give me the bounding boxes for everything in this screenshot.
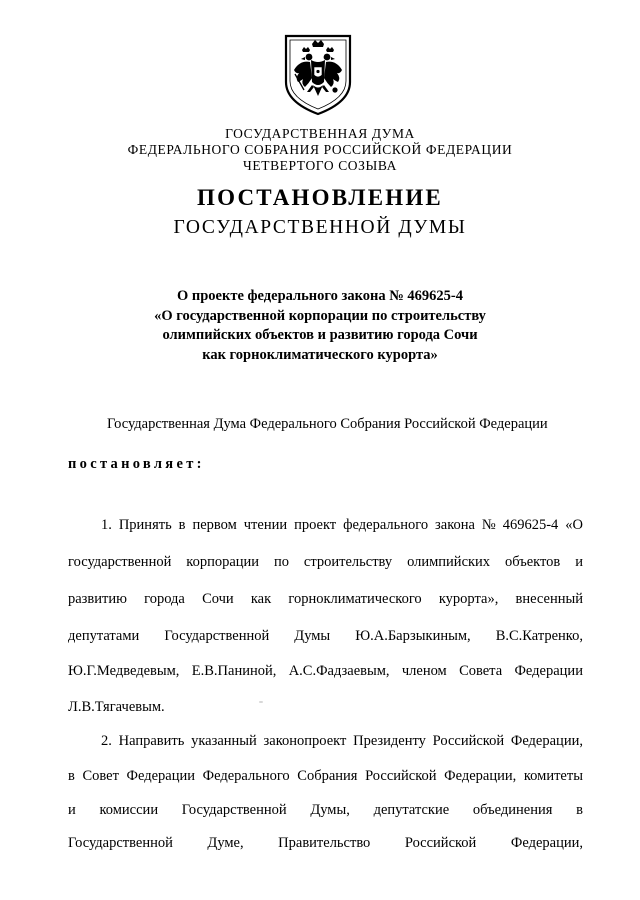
word: Л.В.Тягачевым. [68, 699, 165, 715]
word: депутатские [373, 802, 450, 818]
word: горноклиматического [288, 591, 422, 607]
word: Президенту [353, 733, 426, 749]
preamble-text: Государственная Дума Федерального Собрания Российской Федерации [107, 416, 548, 432]
word: закона [435, 517, 475, 533]
word: Федерального [202, 768, 290, 784]
word: строительству [303, 554, 393, 570]
word: курорта», [438, 591, 499, 607]
word: комитеты [523, 768, 583, 784]
word: депутатами [68, 628, 140, 644]
document-issuer-title: ГОСУДАРСТВЕННОЙ ДУМЫ [173, 217, 467, 238]
document-type-title: ПОСТАНОВЛЕНИЕ [197, 185, 443, 210]
word: первом [192, 517, 237, 533]
word: города [144, 591, 185, 607]
word: федерального [343, 517, 429, 533]
word: Думы, [310, 802, 350, 818]
word: Федерации, [510, 733, 583, 749]
word: Федерации [126, 768, 196, 784]
word: в [576, 802, 583, 818]
coat-of-arms-icon [282, 30, 354, 118]
paragraph-line [68, 697, 583, 717]
issuer-line-3: ЧЕТВЕРТОГО СОЗЫВА [243, 158, 397, 173]
word: Государственной [181, 802, 287, 818]
word: внесенный [515, 591, 583, 607]
scan-speck [259, 701, 263, 703]
word: Федерации, [510, 835, 583, 851]
subject-line: О проекте федерального закона № 469625-4 [176, 288, 464, 304]
word: корпорации [186, 554, 260, 570]
paragraph-line [68, 766, 583, 786]
word: А.С.Фадзаевым, [288, 663, 390, 679]
word: 1. [101, 517, 112, 533]
word: по [273, 554, 289, 570]
issuer-line-1: ГОСУДАРСТВЕННАЯ ДУМА [225, 126, 415, 141]
word: Совет [82, 768, 119, 784]
word: 469625-4 [502, 517, 559, 533]
word: как [250, 591, 272, 607]
paragraph-line [101, 515, 583, 535]
subject-line: «О государственной корпорации по строительству [154, 307, 486, 324]
word: указанный [191, 733, 257, 749]
word: «О [565, 517, 583, 533]
word: № [481, 517, 496, 533]
word: Е.В.Паниной, [191, 663, 277, 679]
word: в [68, 768, 75, 784]
subject-line: как горноклиматического курорта» [202, 346, 438, 363]
issuer-line-2: ФЕДЕРАЛЬНОГО СОБРАНИЯ РОССИЙСКОЙ ФЕДЕРАЦИИ [127, 142, 513, 157]
subject-line: олимпийских объектов и развитию города Сочи [162, 327, 478, 343]
word: Правительство [278, 835, 371, 851]
word: Ю.А.Барзыкиным, [355, 628, 471, 644]
word: Ю.Г.Медведевым, [68, 663, 180, 679]
paragraph-line [68, 589, 583, 609]
word: и [68, 802, 76, 818]
word: Думе, [207, 835, 244, 851]
word: Направить [118, 733, 185, 749]
word: комиссии [99, 802, 159, 818]
word: объектов [504, 554, 561, 570]
paragraph-line [68, 833, 583, 853]
word: в [178, 517, 186, 533]
paragraph-line [68, 626, 583, 646]
word: Государственной [164, 628, 270, 644]
word: законопроект [263, 733, 347, 749]
word: объединения [472, 802, 553, 818]
word: Российской [404, 835, 477, 851]
word: Сочи [202, 591, 234, 607]
word: развитию [68, 591, 127, 607]
word: членом [401, 663, 447, 679]
word: В.С.Катренко, [495, 628, 583, 644]
word: Собрания [297, 768, 358, 784]
word: олимпийских [407, 554, 491, 570]
document-subject [0, 287, 640, 365]
word: Принять [118, 517, 172, 533]
word: чтении [243, 517, 288, 533]
paragraph-line [68, 552, 583, 572]
word: Совета [459, 663, 503, 679]
word: Российской [432, 733, 505, 749]
word: Государственной [68, 835, 173, 851]
word: 2. [101, 733, 112, 749]
paragraph-line [68, 800, 583, 820]
word: и [575, 554, 583, 570]
paragraph-line [101, 731, 583, 751]
word: Федерации, [444, 768, 517, 784]
word: Федерации [514, 663, 583, 679]
word: государственной [68, 554, 172, 570]
resolves-keyword: постановляет: [68, 456, 205, 472]
paragraph-line [68, 661, 583, 681]
word: проект [294, 517, 337, 533]
word: Думы [294, 628, 331, 644]
word: Российской [365, 768, 437, 784]
